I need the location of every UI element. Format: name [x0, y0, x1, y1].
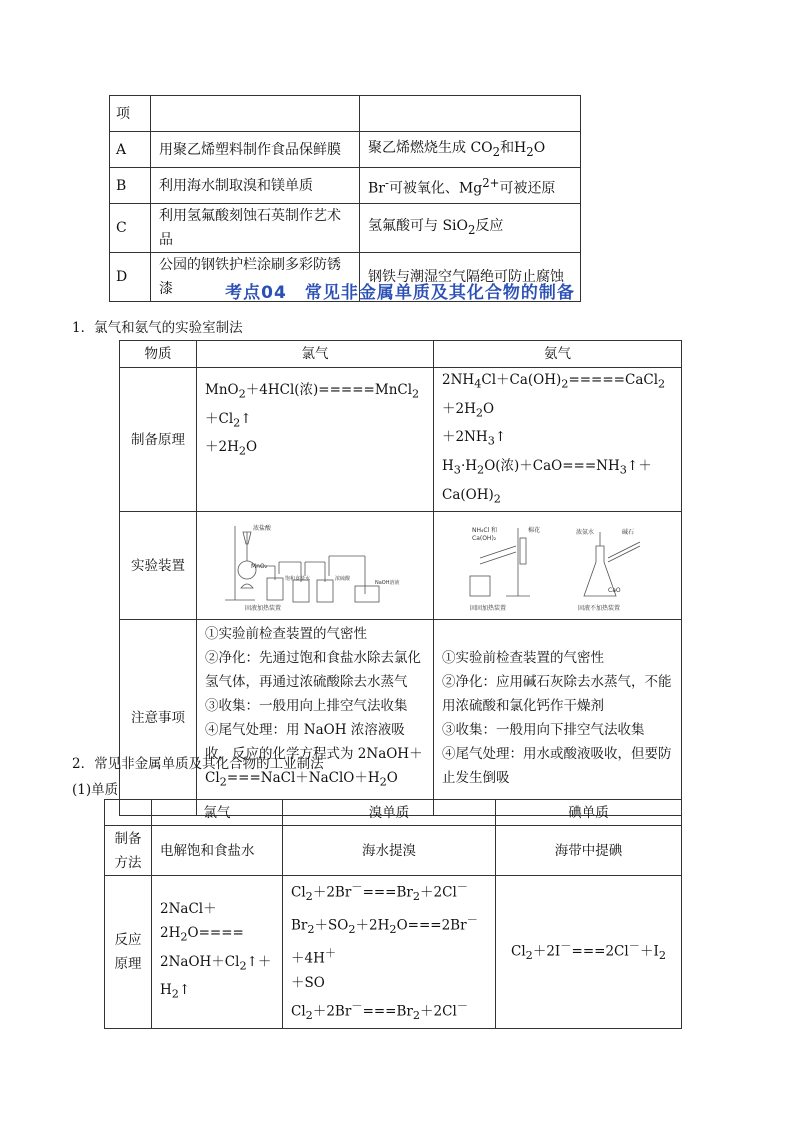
svg-text:浓氨水: 浓氨水: [575, 528, 594, 536]
svg-text:碱石: 碱石: [621, 528, 634, 536]
option-reason: 钢铁与潮湿空气隔绝可防止腐蚀: [360, 253, 581, 302]
svg-text:固固加热装置: 固固加热装置: [469, 604, 506, 612]
chlorine-notes: ①实验前检查装置的气密性 ②净化：先通过饱和食盐水除去氯化氢气体，再通过浓硫酸除去水蒸气 ③收集：一般用向上排空气法收集 ④尾气处理：用 NaOH 浓溶液吸收，反应的化学方程式为 2NaOH＋ $Cl_2===NaCl+NaClO+H_2O$: [197, 620, 434, 816]
option-key: D: [110, 253, 151, 302]
header-cell: 氯气: [152, 800, 283, 826]
table-row: [120, 341, 682, 368]
table-row: [120, 368, 682, 512]
chlorine-principle: MnO$_2$＋4HCl(浓)$=====MnCl_2+Cl_2↑$ $+2H_2O$: [197, 368, 434, 512]
svg-text:NaOH溶液: NaOH溶液: [375, 579, 400, 586]
ammonia-notes: ①实验前检查装置的气密性 ②净化：应用碱石灰除去水蒸气，不能用浓硫酸和氯化钙作干燥剂 ③收集：一般用向下排空气法收集 ④尾气处理：用水或酸液吸收，但要防止发生倒吸: [434, 620, 682, 816]
option-use: 利用海水制取溴和镁单质: [151, 168, 360, 204]
iodine-industrial-reaction: $Cl_2+2I^-===2Cl^-+I_2$: [496, 876, 682, 1029]
table-cell: 电解饱和食盐水: [152, 826, 283, 876]
table-cell: 海带中提碘: [496, 826, 682, 876]
table-row: [110, 96, 581, 132]
row-label: 制备方法: [105, 826, 152, 876]
option-reason: Br-可被氧化、$Mg^{2+}$可被还原: [360, 168, 581, 204]
header-cell: 碘单质: [496, 800, 682, 826]
svg-text:棉花: 棉花: [527, 526, 540, 534]
industrial-preparation-table: [104, 799, 682, 1029]
ammonia-principle: $2NH_4Cl+Ca(OH)_2=====CaCl_2+2H_2O$ $+2NH_3↑$ $H_3\cdot H_2O$(浓)$+CaO===NH_3↑+Ca(OH)_2$: [434, 368, 682, 512]
heading-elements: (1)单质: [72, 782, 119, 798]
svg-text:饱和食盐水: 饱和食盐水: [285, 575, 311, 582]
heading-lab-preparation: 1．氯气和氨气的实验室制法: [72, 320, 243, 336]
ammonia-apparatus-cell: [434, 512, 682, 620]
chlorine-apparatus-cell: [197, 512, 434, 620]
header-cell: 氯气: [197, 341, 434, 368]
lab-preparation-table: [119, 340, 682, 816]
table-row: [110, 132, 581, 168]
chlorine-apparatus-diagram: [215, 518, 415, 614]
section-title: 考点04 常见非金属单质及其化合物的制备: [225, 283, 575, 303]
bromine-industrial-reaction: $Cl_2+2Br^-===Br_2+2Cl^-$ $Br_2+SO_2+2H_2O===2Br^-+4H^+$ ＋SO $Cl_2+2Br^-===Br_2+2Cl^-$: [283, 876, 496, 1029]
table-row: [105, 826, 682, 876]
row-label: 实验装置: [120, 512, 197, 620]
header-cell: 氨气: [434, 341, 682, 368]
option-use: 用聚乙烯塑料制作食品保鲜膜: [151, 132, 360, 168]
table-cell: 海水提溴: [283, 826, 496, 876]
table-row: [110, 204, 581, 253]
option-key: A: [110, 132, 151, 168]
table-row: [120, 620, 682, 816]
option-use: 公园的钢铁护栏涂刷多彩防锈漆: [151, 253, 360, 302]
option-reason: 聚乙烯燃烧生成 $CO_2$和$H_2O$: [360, 132, 581, 168]
chlorine-industrial-reaction: 2NaCl＋ $2H_2O====$ $2NaOH+Cl_2↑+H_2↑$: [152, 876, 283, 1029]
option-reason: 氢氟酸可与 SiO$_2$反应: [360, 204, 581, 253]
svg-text:MnO₂: MnO₂: [251, 562, 268, 570]
row-label: 反应原理: [105, 876, 152, 1029]
ammonia-apparatus-diagram: [458, 518, 658, 614]
header-cell: [105, 800, 152, 826]
option-key: C: [110, 204, 151, 253]
table-row: [120, 512, 682, 620]
svg-text:CaO: CaO: [607, 586, 621, 594]
table-row: [105, 876, 682, 1029]
row-label: 制备原理: [120, 368, 197, 512]
heading-industrial-preparation: 2．常见非金属单质及其化合物的工业制法: [72, 756, 324, 772]
row-label: 注意事项: [120, 620, 197, 816]
header-cell: 物质: [120, 341, 197, 368]
table-cell: [151, 96, 360, 132]
svg-text:Ca(OH)₂: Ca(OH)₂: [471, 534, 496, 542]
header-cell: 溴单质: [283, 800, 496, 826]
option-key: B: [110, 168, 151, 204]
table-cell: 项: [110, 96, 151, 132]
svg-text:固液加热装置: 固液加热装置: [245, 604, 282, 612]
option-use: 利用氢氟酸刻蚀石英制作艺术品: [151, 204, 360, 253]
svg-text:浓盐酸: 浓盐酸: [253, 524, 272, 532]
table-row: [110, 168, 581, 204]
table-cell: [360, 96, 581, 132]
svg-text:NH₄Cl 和: NH₄Cl 和: [471, 526, 497, 534]
svg-text:浓硫酸: 浓硫酸: [335, 575, 351, 582]
options-table: [109, 95, 581, 302]
table-row: [105, 800, 682, 826]
svg-text:固液不加热装置: 固液不加热装置: [577, 604, 620, 612]
